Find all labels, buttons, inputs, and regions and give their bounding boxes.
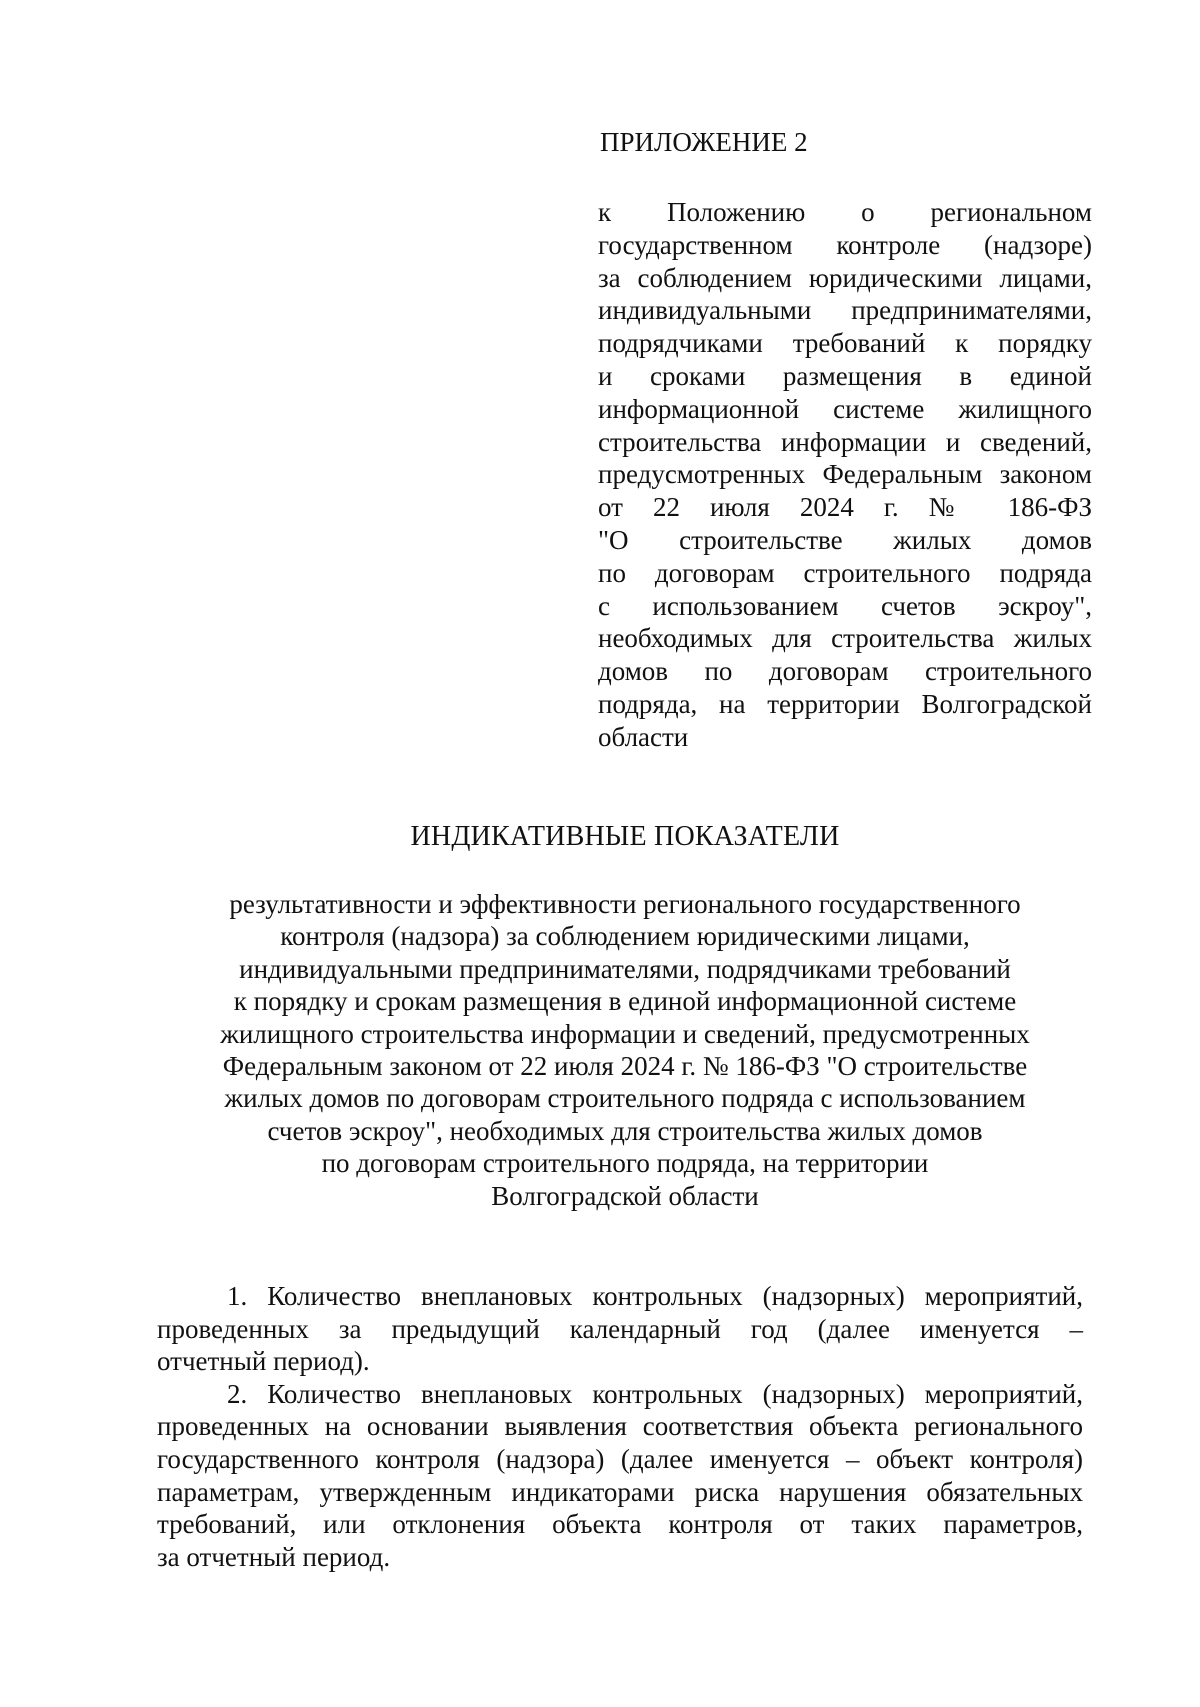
subtitle-line: результативности и эффективности регионального государственного — [229, 889, 1021, 919]
annex-line: информационной системе жилищного — [598, 393, 1092, 424]
document-heading: ИНДИКАТИВНЫЕ ПОКАЗАТЕЛИ — [410, 821, 840, 852]
annex-title: ПРИЛОЖЕНИЕ 2 — [600, 127, 808, 157]
annex-line: индивидуальными предпринимателями, — [598, 295, 1092, 326]
subtitle-line: жилых домов по договорам строительного подряда с использованием — [224, 1083, 1026, 1114]
subtitle-line: Волгоградской области — [491, 1180, 759, 1211]
item-line: требований, или отклонения объекта контроля от таких параметров, — [157, 1509, 1083, 1540]
annex-line: с использованием счетов эскроу", — [598, 590, 1092, 621]
annex-line: по договорам строительного подряда — [598, 557, 1092, 588]
subtitle-line: контроля (надзора) за соблюдением юридическими лицами, — [280, 921, 970, 952]
item-line: параметрам, утвержденным индикаторами риска нарушения обязательных — [157, 1476, 1083, 1507]
item-line: отчетный период). — [157, 1346, 370, 1377]
annex-line: подряда, на территории Волгоградской — [598, 688, 1092, 719]
annex-line: необходимых для строительства жилых — [598, 623, 1092, 654]
annex-line: за соблюдением юридическими лицами, — [598, 262, 1092, 293]
annex-line: от 22 июля 2024 г. № 186-ФЗ — [598, 492, 1092, 523]
annex-line: области — [598, 721, 689, 752]
subtitle-line: жилищного строительства информации и сведений, предусмотренных — [220, 1018, 1030, 1049]
subtitle-line: индивидуальными предпринимателями, подрядчиками требований — [239, 953, 1011, 984]
subtitle-line: к порядку и срокам размещения в единой информационной системе — [233, 986, 1017, 1017]
annex-line: к Положению о региональном — [598, 197, 1092, 227]
annex-line: государственном контроле (надзоре) — [598, 229, 1092, 260]
subtitle-line: счетов эскроу", необходимых для строительства жилых домов — [267, 1115, 983, 1146]
item-line: государственного контроля (надзора) (далее именуется – объект контроля) — [157, 1443, 1083, 1474]
indicator-list — [157, 1280, 1083, 1573]
annex-line: домов по договорам строительного — [598, 656, 1092, 687]
item-line: за отчетный период. — [157, 1541, 391, 1572]
annex-line: подрядчиками требований к порядку — [598, 328, 1092, 359]
item-line: проведенных за предыдущий календарный год (далее именуется – — [157, 1313, 1083, 1344]
item-line: 1. Количество внеплановых контрольных (надзорных) мероприятий, — [227, 1281, 1083, 1311]
document-subtitle — [0, 888, 1200, 1212]
subtitle-line: по договорам строительного подряда, на территории — [321, 1148, 929, 1179]
indicator-item-2 — [157, 1378, 1083, 1574]
annex-line: и сроками размещения в единой — [598, 360, 1092, 391]
item-line: проведенных на основании выявления соответствия объекта регионального — [157, 1411, 1083, 1442]
indicator-item-1 — [157, 1280, 1083, 1378]
annex-line: "О строительстве жилых домов — [598, 524, 1092, 555]
annex-line: предусмотренных Федеральным законом — [598, 459, 1092, 490]
annex-reference — [598, 196, 1092, 754]
subtitle-line: Федеральным законом от 22 июля 2024 г. № 186-ФЗ "О строительстве — [222, 1051, 1028, 1082]
annex-line: строительства информации и сведений, — [598, 426, 1092, 457]
item-line: 2. Количество внеплановых контрольных (надзорных) мероприятий, — [227, 1378, 1083, 1409]
